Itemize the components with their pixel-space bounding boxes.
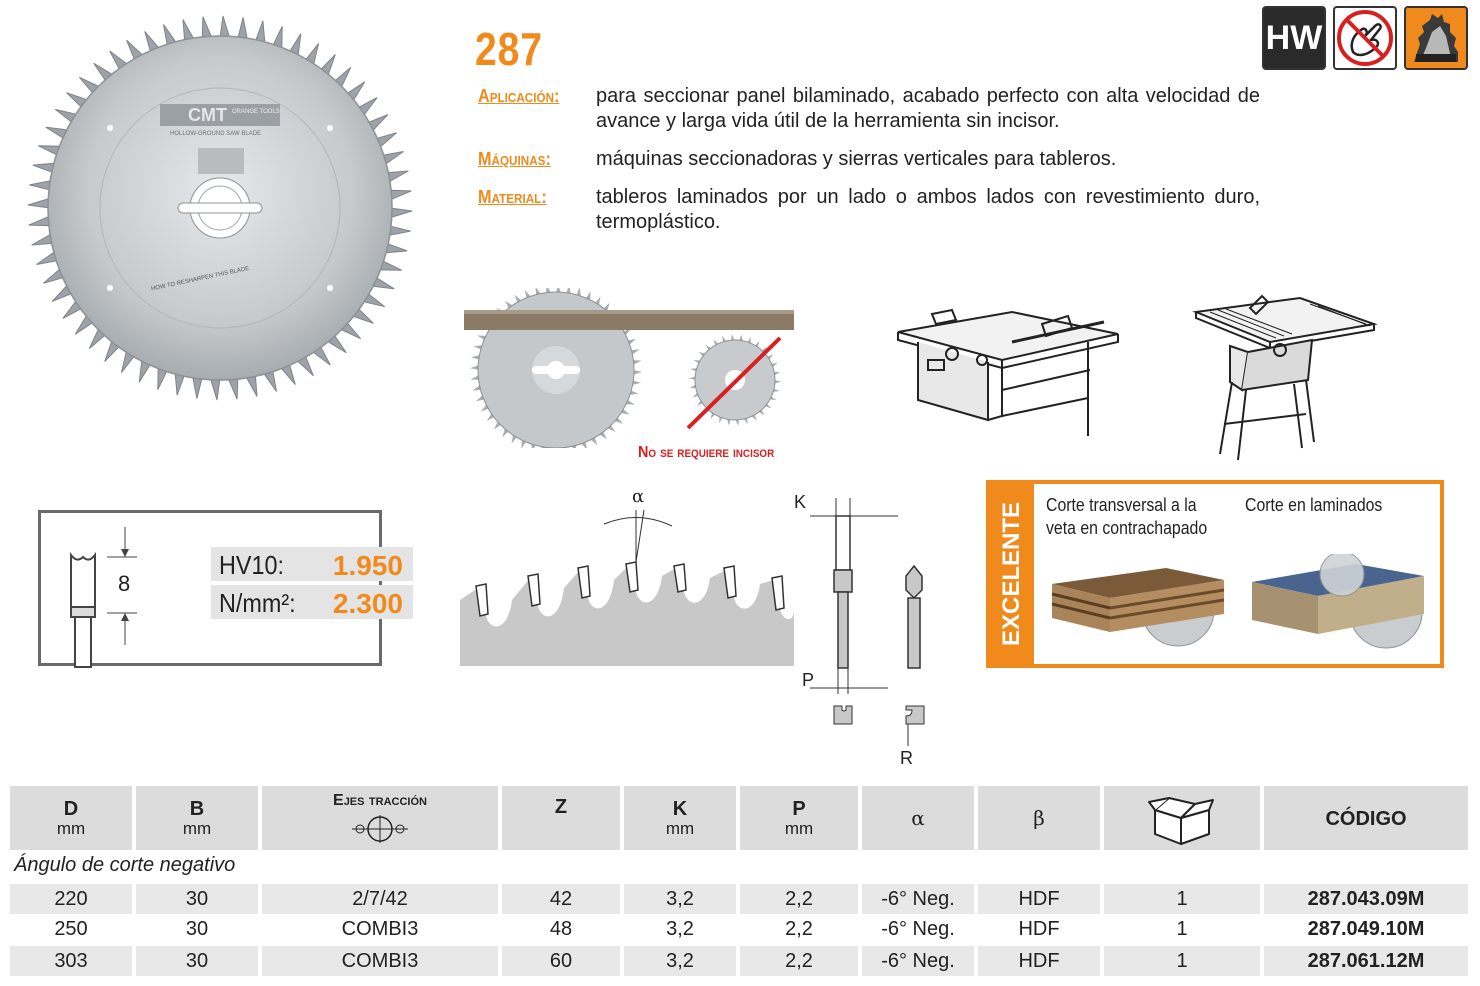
cmt-blade-icon (1404, 6, 1468, 70)
cell-p: 2,2 (785, 918, 813, 940)
blade-line1: ORANGE TOOLS (232, 109, 280, 115)
header-b: B mm (136, 786, 258, 850)
no-hand-feed-icon (1333, 6, 1397, 70)
cell-axes: COMBI3 (262, 946, 498, 976)
cell-axes: COMBI3 (341, 918, 419, 940)
saw-tooth (220, 16, 230, 38)
cell-z: 60 (502, 946, 620, 976)
cell-k: 3,2 (624, 946, 736, 976)
header-beta: β (978, 786, 1100, 850)
cell-d: 250 (54, 918, 88, 940)
machines-text: máquinas seccionadoras y sierras verticales para tableros. (596, 148, 1117, 170)
header-k: K mm (624, 786, 736, 850)
blade-brand: CMT (188, 105, 227, 125)
nmm-value: 2.300 (332, 588, 403, 619)
cell-k: 3,2 (666, 918, 694, 940)
cell-b: 30 (136, 946, 258, 976)
header-package (1104, 786, 1260, 850)
drive-holes-icon (350, 814, 410, 844)
application-text: para seccionar panel bilaminado, acabado perfecto con alta velocidad de avance y larga vida útil de la herramienta sin incisor. (596, 85, 1260, 132)
cell-code: 287.043.09M (1264, 884, 1468, 914)
laminate-cut-image (1246, 554, 1431, 658)
cell-package: 1 (1104, 946, 1260, 976)
plywood-cut-image (1046, 554, 1231, 658)
hv10-row (211, 547, 413, 581)
saw-tooth (210, 378, 220, 400)
section-label: Ángulo de corte negativo (14, 854, 236, 876)
cell-axes: 2/7/42 (262, 884, 498, 914)
cell-d: 303 (10, 946, 132, 976)
cell-z: 42 (502, 884, 620, 914)
cell-beta: HDF (978, 946, 1100, 976)
cell-package: 1 (1104, 884, 1260, 914)
saw-tooth (28, 198, 50, 208)
cell-alpha: -6° Neg. (881, 918, 955, 940)
excellent-col1: Corte transversal a la veta en contrachapado (1046, 495, 1208, 538)
saw-blade-image (20, 8, 420, 408)
panel-saw-machine-image (892, 290, 1122, 440)
header-alpha: α (862, 786, 974, 850)
k-symbol: K (794, 492, 807, 512)
hv10-label: HV10: (219, 550, 285, 580)
application-label: Aplicación: (478, 86, 560, 106)
table-saw-machine-image (1190, 290, 1380, 462)
cell-p: 2,2 (740, 884, 858, 914)
blade-line2: HOLLOW-GROUND SAW BLADE (170, 131, 262, 137)
table-row (10, 914, 1468, 944)
table-header (10, 786, 1468, 852)
hardness-box (38, 510, 403, 666)
saw-tooth (390, 208, 412, 218)
cell-p: 2,2 (740, 946, 858, 976)
cell-d: 220 (10, 884, 132, 914)
header-axes: Ejes tracción (262, 786, 498, 850)
nmm-label: N/mm²: (219, 588, 296, 618)
cell-b: 30 (136, 884, 258, 914)
header-d: D mm (10, 786, 132, 850)
blade-sharpen: HOW TO RESHARPEN THIS BLADE (150, 265, 250, 293)
material-text: tableros laminados por un lado o ambos lados con revestimiento duro, termoplástico. (596, 186, 1260, 233)
cell-alpha: -6° Neg. (862, 946, 974, 976)
header-p: P mm (740, 786, 858, 850)
cell-b: 30 (185, 918, 209, 940)
no-scoring-illustration (460, 288, 800, 448)
cell-beta: HDF (978, 884, 1100, 914)
cell-alpha: -6° Neg. (862, 884, 974, 914)
excellent-col2: Corte en laminados (1245, 495, 1383, 515)
header-z: Z (502, 786, 620, 850)
r-symbol: R (900, 748, 913, 768)
machines-label: Máquinas: (478, 149, 551, 169)
cell-package: 1 (1176, 918, 1188, 940)
carbide-tip-diagram (57, 521, 147, 671)
cell-z: 48 (549, 918, 573, 940)
tip-dimension: 8 (118, 571, 131, 596)
alpha-symbol: α (632, 486, 645, 507)
table-row (10, 884, 1468, 914)
header-code: CÓDIGO (1264, 786, 1468, 850)
cell-code: 287.061.12M (1264, 946, 1468, 976)
cell-beta: HDF (1018, 918, 1060, 940)
hw-badge: HW (1262, 6, 1326, 70)
product-code-title: 287 (475, 23, 543, 75)
p-symbol: P (802, 670, 815, 690)
no-incisor-label: No se requiere incisor (638, 444, 775, 461)
cell-code: 287.049.10M (1307, 918, 1425, 940)
hv10-value: 1.950 (332, 550, 403, 581)
tooth-geometry-diagram (458, 480, 938, 770)
excellent-box (986, 480, 1444, 668)
excellent-side-bar (990, 484, 1034, 664)
table-row (10, 946, 1468, 976)
box-icon (1147, 792, 1217, 846)
cell-k: 3,2 (624, 884, 736, 914)
material-label: Material: (478, 187, 547, 207)
excellent-label: EXCELENTE (998, 501, 1025, 647)
nmm-row (211, 585, 413, 619)
